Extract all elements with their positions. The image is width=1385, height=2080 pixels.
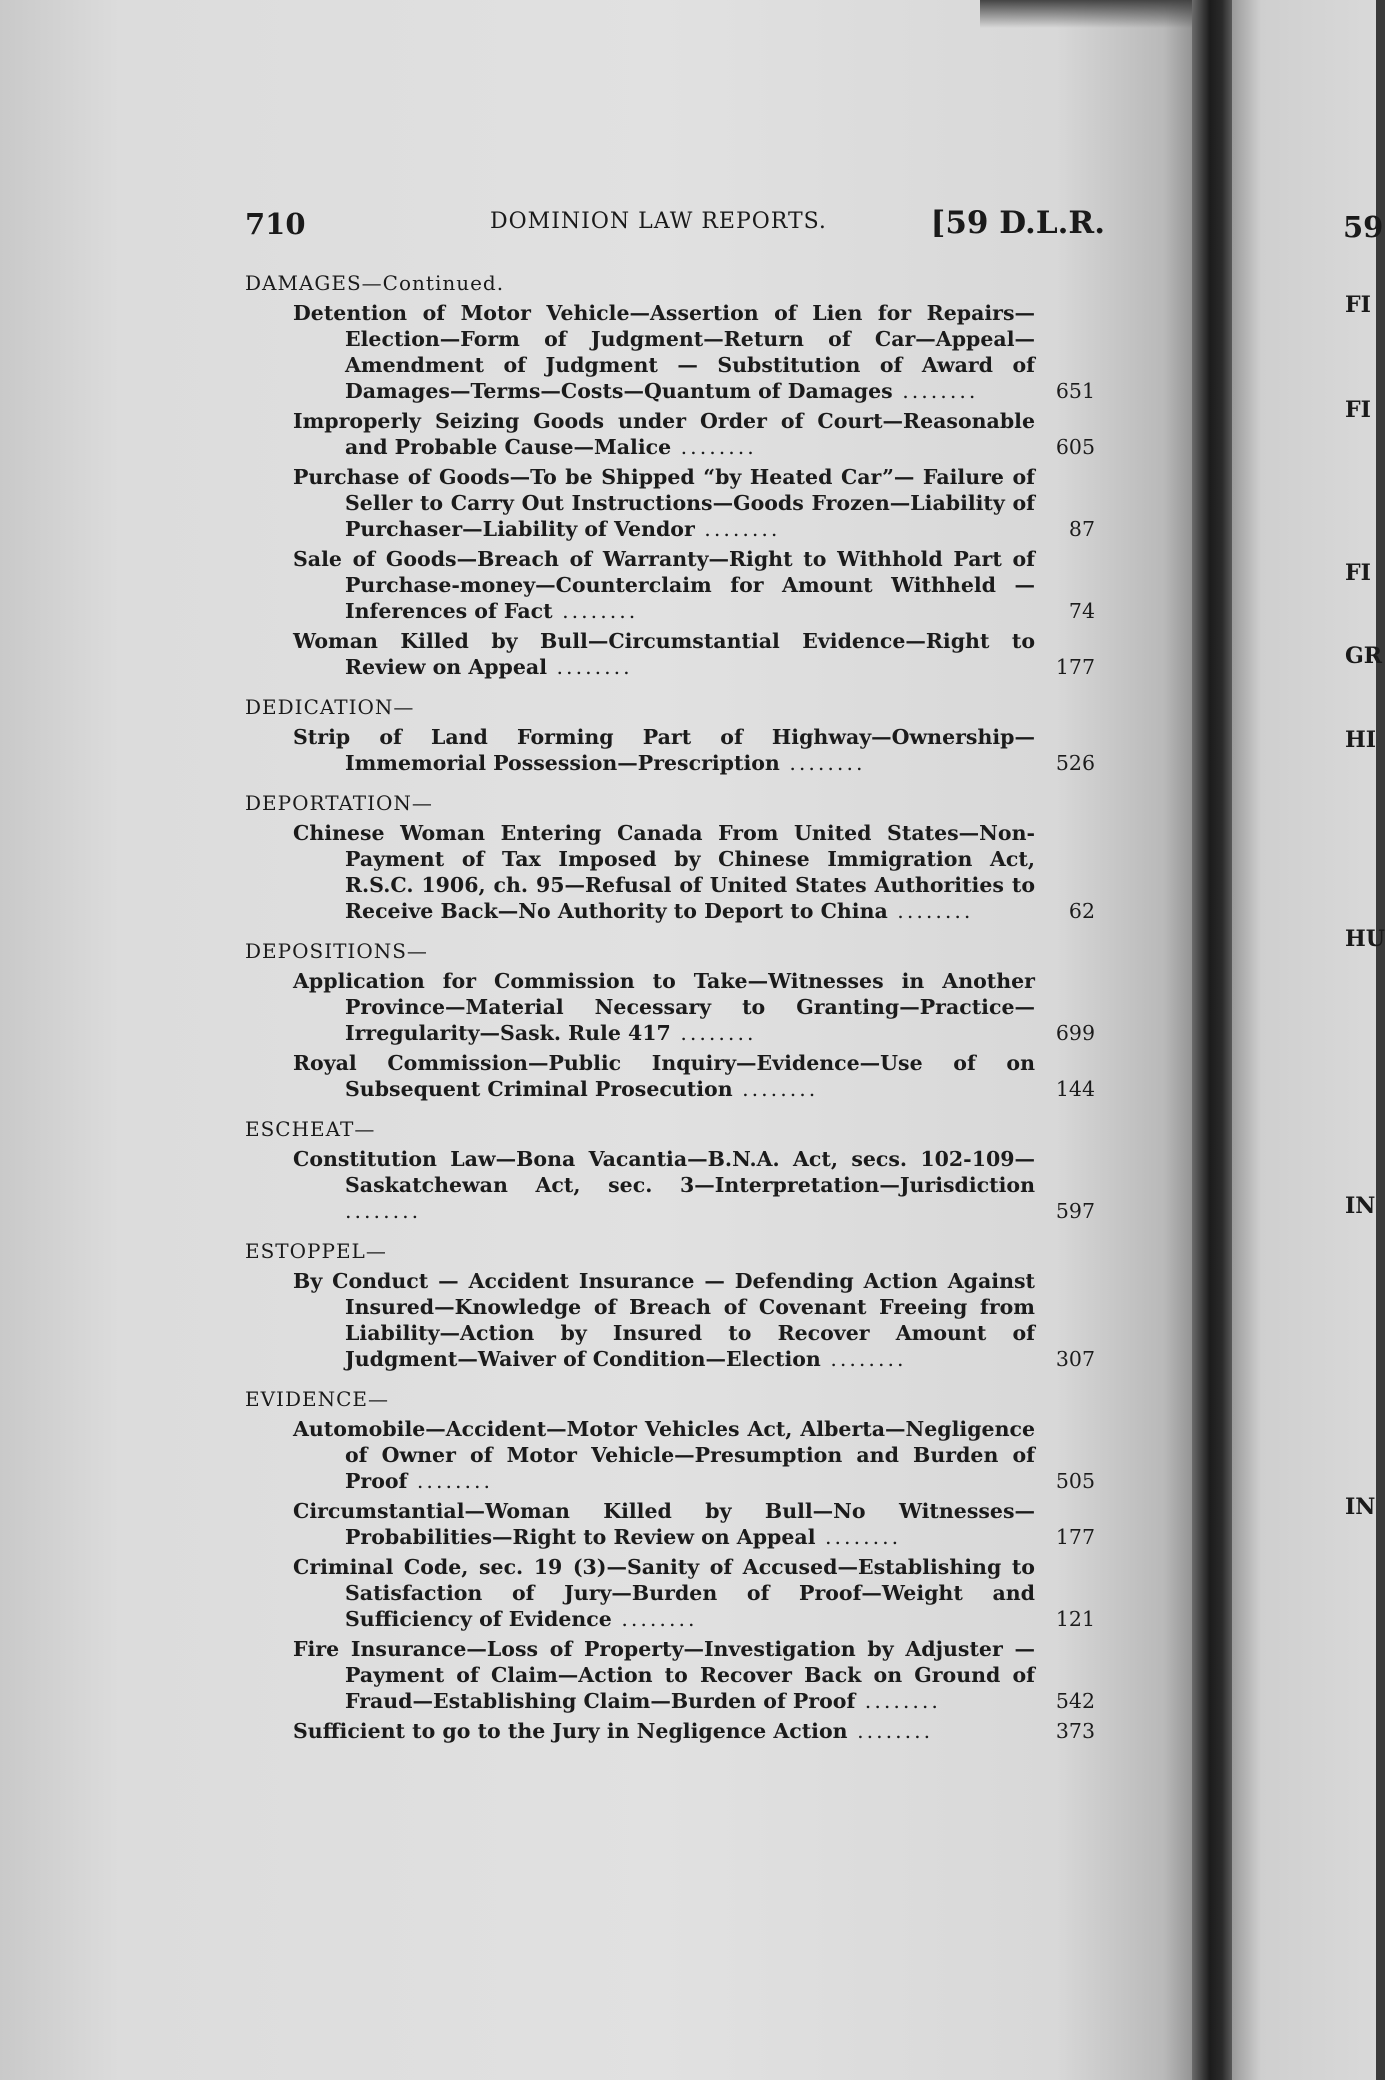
index-entry [293,1268,1095,1372]
index-entry [293,546,1095,624]
dot-leader: ........ [892,379,979,403]
page-reference: 177 [1055,655,1095,679]
dot-leader: ........ [552,599,639,623]
entry-text: Woman Killed by Bull—Circumstantial Evidence—Right to Review on Appeal [293,629,1035,679]
entry-text: Application for Commission to Take—Witnesses in Another Province—Material Necessary to Granting—Practice—Irregularity—Sask. Rule 417 [293,969,1035,1045]
entry-text: Purchase of Goods—To be Shipped “by Heated Car”— Failure of Seller to Carry Out Instructions—Goods Frozen—Liability of Purchaser—Liability of Vendor [293,465,1035,541]
index-entry [293,1554,1095,1632]
volume-reference: [59 D.L.R. [930,205,1105,241]
page-number: 710 [245,207,306,241]
entry-text: Chinese Woman Entering Canada From United States—Non-Payment of Tax Imposed by Chinese Immigration Act, R.S.C. 1906, ch. 95—Refusal of United States Authorities to Receive Back—No Authority to Deport to China [293,821,1035,923]
page-reference: 62 [1068,899,1095,923]
right-page-heading-fragment: IN [1345,1193,1376,1219]
index-entry [293,820,1095,924]
page-reference: 87 [1068,517,1095,541]
entry-text: Detention of Motor Vehicle—Assertion of Lien for Repairs—Election—Form of Judgment—Return of Car—Appeal—Amendment of Judgment — Substitution of Award of Damages—Terms—Costs—Quantum of Damages [293,301,1035,403]
page-reference: 597 [1055,1199,1095,1223]
dot-leader: ........ [671,435,757,459]
index-entry [293,1416,1095,1494]
index-entry [293,408,1095,460]
dot-leader: ........ [407,1469,494,1493]
dot-leader: ........ [820,1347,907,1371]
entry-text: Constitution Law—Bona Vacantia—B.N.A. Act, secs. 102-109—Saskatchewan Act, sec. 3—Interpretation—Jurisdiction [293,1147,1035,1197]
entry-text: Circumstantial—Woman Killed by Bull—No Witnesses—Probabilities—Right to Review on Appeal [293,1499,1035,1549]
dot-leader: ........ [779,751,866,775]
dot-leader: ........ [611,1607,698,1631]
right-page-heading-fragment: GR [1345,643,1383,669]
section-heading: EVIDENCE— [245,1387,389,1411]
dot-leader: ........ [815,1525,902,1549]
index-entry [293,628,1095,680]
right-page-heading-fragment: IN [1345,1494,1376,1520]
section-heading: ESCHEAT— [245,1117,376,1141]
index-content [245,270,1095,1748]
page-reference: 526 [1055,751,1095,775]
dot-leader: ........ [847,1719,934,1743]
dot-leader: ........ [732,1077,819,1101]
entry-text: Automobile—Accident—Motor Vehicles Act, Alberta—Negligence of Owner of Motor Vehicle—Presumption and Burden of Proof [293,1417,1035,1493]
page-reference: 74 [1068,599,1095,623]
right-page-heading-fragment: HU [1345,926,1385,952]
page-reference: 505 [1055,1469,1095,1493]
section-heading: DEPORTATION— [245,791,433,815]
entry-text: Royal Commission—Public Inquiry—Evidence—Use of on Subsequent Criminal Prosecution [293,1051,1035,1101]
right-page-heading-fragment: HI [1345,727,1377,753]
entry-text: By Conduct — Accident Insurance — Defending Action Against Insured—Knowledge of Breach of Covenant Freeing from Liability—Action by Insured to Recover Amount of Judgment—Waiver of Condition—Election [293,1269,1035,1371]
entry-text: Sufficient to go to the Jury in Negligence Action [293,1719,848,1743]
dot-leader: ........ [887,899,974,923]
entry-text: Strip of Land Forming Part of Highway—Ownership—Immemorial Possession—Prescription [293,725,1035,775]
index-entry [293,300,1095,404]
page-reference: 177 [1055,1525,1095,1549]
index-entry [293,1146,1095,1224]
entry-text: Sale of Goods—Breach of Warranty—Right to Withhold Part of Purchase-money—Counterclaim for Amount Withheld —Inferences of Fact [293,547,1035,623]
index-entry [293,1498,1095,1550]
index-entry [293,1636,1095,1714]
section-heading: DEPOSITIONS— [245,939,428,963]
page-header [245,205,1105,245]
section-heading: DEDICATION— [245,695,415,719]
section-heading: DAMAGES—Continued. [245,271,505,295]
dot-leader: ........ [670,1021,757,1045]
page-reference: 121 [1055,1607,1095,1631]
index-entry [293,968,1095,1046]
right-page-number: 59 [1343,210,1384,244]
index-entry [293,1050,1095,1102]
page-reference: 373 [1055,1719,1095,1743]
page-reference: 307 [1055,1347,1095,1371]
dot-leader: ........ [694,517,781,541]
right-page-heading-fragment: FI [1345,292,1371,318]
dot-leader: ........ [547,655,633,679]
index-entry [293,464,1095,542]
page-edge-shadow [980,0,1200,28]
dot-leader: ........ [855,1689,941,1713]
page-reference: 699 [1055,1021,1095,1045]
entry-text: Improperly Seizing Goods under Order of Court—Reasonable and Probable Cause—Malice [293,409,1035,459]
book-gutter [1192,0,1232,2080]
right-page-heading-fragment: FI [1345,397,1371,423]
right-page-heading-fragment: FI [1345,560,1371,586]
page-reference: 651 [1055,379,1095,403]
page-reference: 605 [1055,435,1095,459]
section-heading: ESTOPPEL— [245,1239,387,1263]
dot-leader: ........ [345,1199,422,1223]
page-reference: 542 [1055,1689,1095,1713]
entry-text: Criminal Code, sec. 19 (3)—Sanity of Accused—Establishing to Satisfaction of Jury—Burden of Proof—Weight and Sufficiency of Evidence [293,1555,1035,1631]
page-reference: 144 [1055,1077,1095,1101]
index-entry [293,1718,1095,1744]
entry-text: Fire Insurance—Loss of Property—Investigation by Adjuster —Payment of Claim—Action to Recover Back on Ground of Fraud—Establishing Claim—Burden of Proof [293,1637,1035,1713]
running-title: DOMINION LAW REPORTS. [490,209,827,234]
index-entry [293,724,1095,776]
